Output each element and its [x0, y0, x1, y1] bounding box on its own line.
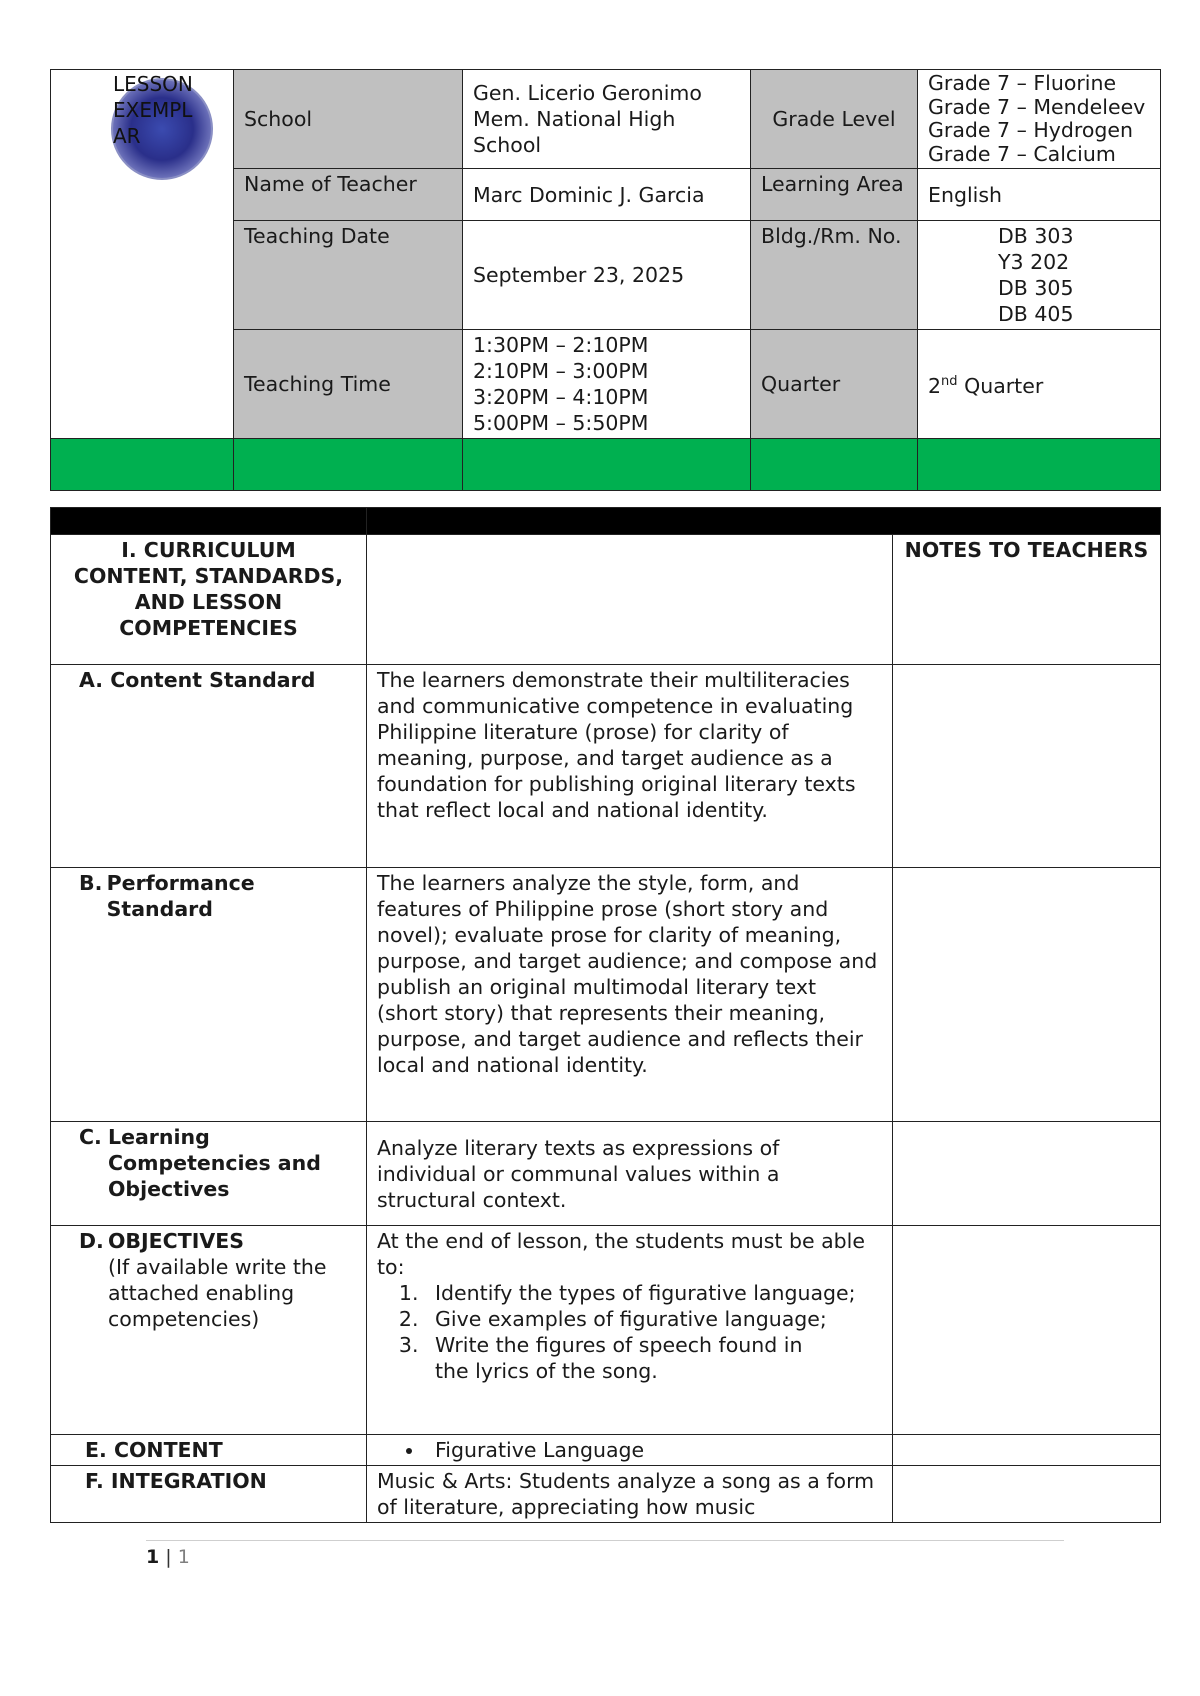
- objectives-list: [377, 1280, 882, 1384]
- green-cell: [234, 439, 463, 491]
- content-cell: [367, 1435, 893, 1466]
- rooms: [918, 221, 1161, 330]
- grade-levels: [918, 70, 1161, 169]
- integration-letter: F.: [85, 1469, 104, 1493]
- quarter-number: 2: [928, 373, 942, 398]
- learning-area-value: English: [918, 169, 1161, 221]
- green-cell: [751, 439, 918, 491]
- room-item: Y3 202: [998, 250, 1070, 274]
- section-title: I. CURRICULUM CONTENT, STANDARDS, AND LESSON COMPETENCIES: [51, 535, 367, 665]
- objectives-text: [367, 1226, 893, 1435]
- notes-cell: [893, 665, 1161, 868]
- learning-area-label: Learning Area: [751, 169, 918, 221]
- content-standard-text-label: Content Standard: [110, 668, 316, 692]
- teacher-value: Marc Dominic J. Garcia: [463, 169, 751, 221]
- footer-divider: [146, 1540, 1064, 1541]
- logo-text: LESSON EXEMPLAR: [113, 72, 193, 148]
- notes-cell: [893, 1122, 1161, 1226]
- green-cell: [51, 439, 234, 491]
- time-item: 1:30PM – 2:10PM: [473, 333, 649, 357]
- objectives-letter: D.: [79, 1229, 104, 1253]
- page-separator: |: [165, 1546, 172, 1568]
- teaching-time-label: Teaching Time: [234, 330, 463, 439]
- content-item: • Figurative Language: [425, 1437, 882, 1463]
- competencies-label: [51, 1122, 367, 1226]
- content-list: [377, 1437, 882, 1463]
- performance-text-label: Performance Standard: [106, 871, 255, 921]
- page-footer: [146, 1546, 190, 1568]
- teacher-label: Name of Teacher: [234, 169, 463, 221]
- content-standard-text: The learners demonstrate their multiliteracies and communicative competence in evaluating Philippine literature (prose) for clarity of meaning, purpose, and target audience as a foundation for publishing original literary texts that reflect local and national identity.: [367, 665, 893, 868]
- performance-standard-text: The learners analyze the style, form, and features of Philippine prose (short story and novel); evaluate prose for clarity of meaning, purpose, and target audience; and compose and publish an original multimodal literary text (short story) that represents their meaning, purpose, and target audience and reflects their local and national identity.: [367, 868, 893, 1122]
- room-item: DB 405: [998, 302, 1074, 326]
- school-label: School: [234, 70, 463, 169]
- black-header-cell: [367, 508, 1161, 535]
- room-item: DB 303: [998, 224, 1074, 248]
- performance-standard-label: [51, 868, 367, 1122]
- time-item: 2:10PM – 3:00PM: [473, 359, 649, 383]
- grade-level-item: Grade 7 – Fluorine: [928, 71, 1117, 95]
- lesson-header-table: [50, 69, 1161, 491]
- quarter-suffix: nd: [941, 374, 958, 390]
- time-item: 3:20PM – 4:10PM: [473, 385, 649, 409]
- integration-text-label: INTEGRATION: [110, 1469, 267, 1493]
- objectives-intro: At the end of lesson, the students must be able to:: [377, 1229, 865, 1279]
- green-band: [51, 439, 1161, 491]
- page-label: 1: [177, 1546, 190, 1568]
- section-title-blank: [367, 535, 893, 665]
- quarter-word: Quarter: [957, 373, 1044, 398]
- black-header-row: [51, 508, 1161, 535]
- integration-text: Music & Arts: Students analyze a song as a form of literature, appreciating how music: [367, 1466, 893, 1523]
- objective-item: 2. Give examples of figurative language;: [425, 1306, 882, 1332]
- content-standard-label: [51, 665, 367, 868]
- grade-level-item: Grade 7 – Hydrogen: [928, 118, 1134, 142]
- teaching-date-value: September 23, 2025: [463, 221, 751, 330]
- quarter-label: Quarter: [751, 330, 918, 439]
- room-label: Bldg./Rm. No.: [751, 221, 918, 330]
- objectives-label: [51, 1226, 367, 1435]
- content-letter: E.: [85, 1438, 107, 1462]
- logo-cell: [51, 70, 234, 439]
- grade-level-label: Grade Level: [751, 70, 918, 169]
- content-text-label: CONTENT: [113, 1438, 223, 1462]
- time-item: 5:00PM – 5:50PM: [473, 411, 649, 435]
- school-value: Gen. Licerio Geronimo Mem. National High School: [463, 70, 751, 169]
- green-cell: [463, 439, 751, 491]
- competencies-text: Analyze literary texts as expressions of individual or communal values within a structural context.: [367, 1122, 893, 1226]
- room-item: DB 305: [998, 276, 1074, 300]
- objective-item: 3. Write the figures of speech found in the lyrics of the song.: [425, 1332, 825, 1384]
- teaching-date-label: Teaching Date: [234, 221, 463, 330]
- competencies-letter: C.: [79, 1125, 102, 1149]
- quarter-value: [918, 330, 1161, 439]
- notes-header: NOTES TO TEACHERS: [893, 535, 1161, 665]
- curriculum-table: [50, 507, 1161, 1523]
- objective-item: 1. Identify the types of figurative language;: [425, 1280, 882, 1306]
- black-header-cell: [51, 508, 367, 535]
- objectives-text-label: OBJECTIVES: [108, 1229, 244, 1253]
- content-standard-letter: A.: [79, 668, 104, 692]
- grade-level-item: Grade 7 – Mendeleev: [928, 94, 1146, 119]
- green-cell: [918, 439, 1161, 491]
- content-label: [51, 1435, 367, 1466]
- performance-letter: B.: [79, 871, 103, 895]
- grade-level-item: Grade 7 – Calcium: [928, 141, 1116, 166]
- notes-cell: [893, 868, 1161, 1122]
- page-number: 1: [146, 1546, 160, 1568]
- competencies-text-label: Learning Competencies and Objectives: [108, 1125, 321, 1201]
- notes-cell: [893, 1226, 1161, 1435]
- objectives-note: (If available write the attached enabling competencies): [108, 1255, 327, 1331]
- notes-cell: [893, 1435, 1161, 1466]
- integration-label: [51, 1466, 367, 1523]
- notes-cell: [893, 1466, 1161, 1523]
- teaching-times: [463, 330, 751, 439]
